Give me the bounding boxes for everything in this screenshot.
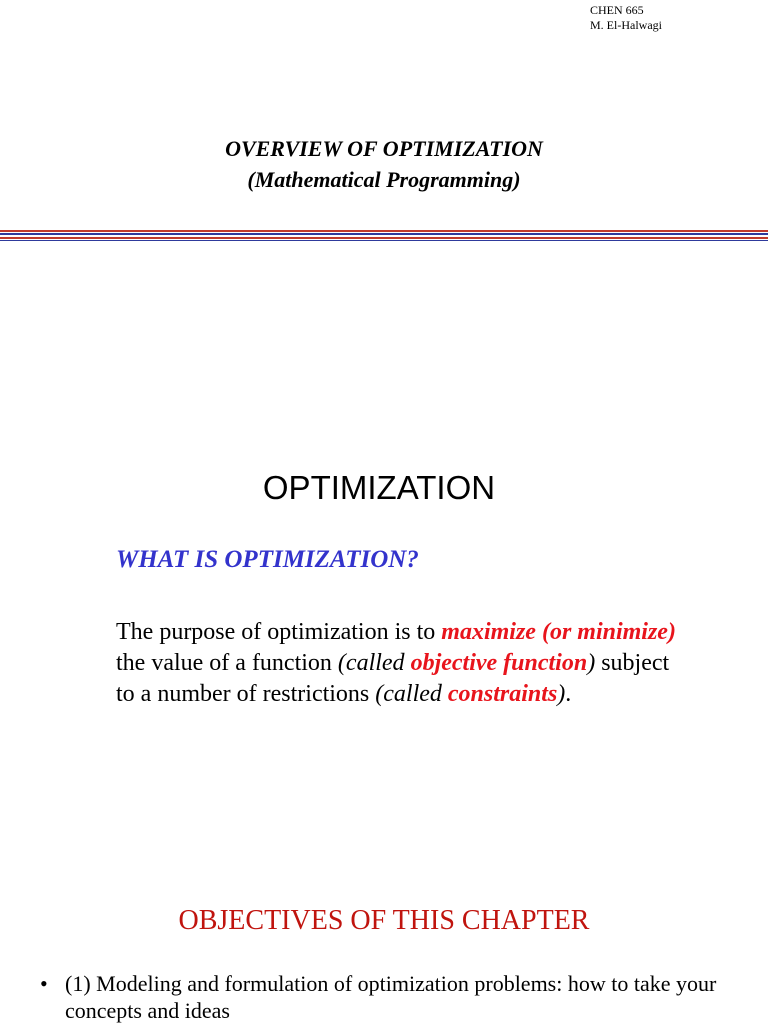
paragraph-italic: ): [587, 650, 596, 676]
paragraph-italic: (called: [375, 681, 448, 707]
definition-paragraph: [116, 617, 676, 710]
paragraph-text: The purpose of optimization is to: [116, 619, 442, 645]
section-heading: OPTIMIZATION: [262, 469, 496, 506]
author-name: M. El-Halwagi: [590, 18, 662, 32]
divider-red-top: [0, 230, 768, 232]
question-heading: WHAT IS OPTIMIZATION?: [116, 546, 419, 573]
page-title: [0, 133, 768, 195]
divider-blue-bottom: [0, 240, 768, 241]
divider-red-bottom: [0, 237, 768, 239]
paragraph-text: subject to a number of restrictions: [116, 650, 670, 707]
highlight-maximize: maximize (or minimize): [441, 619, 676, 645]
paragraph-italic: (called: [337, 650, 411, 676]
course-code: CHEN 665: [590, 3, 644, 17]
objectives-heading: OBJECTIVES OF THIS CHAPTER: [178, 905, 590, 936]
title-line-2: (Mathematical Programming): [247, 167, 521, 192]
title-line-1: OVERVIEW OF OPTIMIZATION: [225, 136, 543, 161]
list-item: [40, 970, 740, 1024]
highlight-constraints: constraints: [447, 681, 558, 707]
paragraph-italic: ): [557, 681, 566, 707]
highlight-objective-function: objective function: [410, 650, 588, 676]
header-meta: [590, 3, 662, 33]
paragraph-text: the value of a function: [116, 650, 338, 676]
paragraph-text: .: [565, 681, 572, 707]
divider-blue-top: [0, 233, 768, 235]
list-item-text: (1) Modeling and formulation of optimization problems: how to take your concepts and ideas: [65, 971, 717, 1023]
bullet-icon: •: [40, 971, 48, 996]
